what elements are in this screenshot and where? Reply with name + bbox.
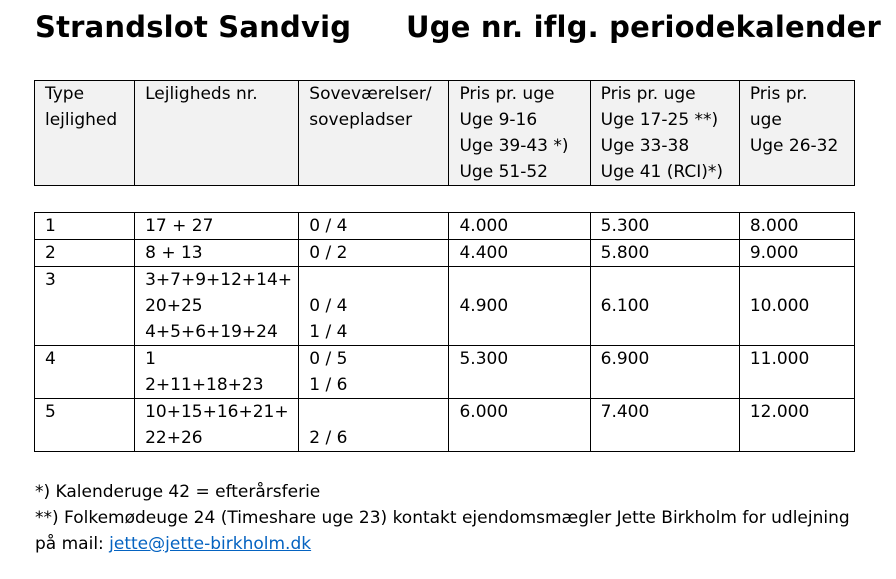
- cell-bedrooms: 0 / 5 1 / 6: [299, 346, 449, 399]
- email-link[interactable]: jette@jette-birkholm.dk: [109, 534, 312, 554]
- cell-price-2: 5.800: [590, 240, 739, 267]
- week-period-title: Uge nr. iflg. periodekalender: [406, 10, 882, 44]
- property-title: Strandslot Sandvig: [35, 10, 352, 44]
- cell-type: 5: [35, 399, 135, 452]
- cell-apartment: 10+15+16+21+ 22+26: [135, 399, 299, 452]
- cell-price-3: 11.000: [739, 346, 854, 399]
- cell-price-2: 6.900: [590, 346, 739, 399]
- cell-price-2: 6.100: [590, 267, 739, 346]
- table-row: [35, 399, 855, 452]
- cell-apartment: 3+7+9+12+14+ 20+25 4+5+6+19+24: [135, 267, 299, 346]
- cell-bedrooms: 0 / 2: [299, 240, 449, 267]
- cell-price-3: 12.000: [739, 399, 854, 452]
- cell-apartment: 17 + 27: [135, 213, 299, 240]
- table-row: [35, 240, 855, 267]
- footnote-contact: **) Folkemødeuge 24 (Timeshare uge 23) kontakt ejendomsmægler Jette Birkholm for udlejning: [35, 508, 850, 528]
- cell-type: 1: [35, 213, 135, 240]
- table-row: [35, 346, 855, 399]
- header-apartment: Lejligheds nr.: [135, 81, 299, 186]
- cell-price-2: 7.400: [590, 399, 739, 452]
- footnotes: [35, 479, 850, 557]
- cell-apartment: 1 2+11+18+23: [135, 346, 299, 399]
- table-row: [35, 213, 855, 240]
- cell-price-1: 4.000: [449, 213, 590, 240]
- cell-price-1: 5.300: [449, 346, 590, 399]
- cell-price-2: 5.300: [590, 213, 739, 240]
- cell-bedrooms: 0 / 4: [299, 213, 449, 240]
- price-table-header: [34, 80, 855, 186]
- cell-bedrooms: 0 / 4 1 / 4: [299, 267, 449, 346]
- header-type: Type lejlighed: [35, 81, 135, 186]
- header-price-2: Pris pr. uge Uge 17-25 **) Uge 33-38 Uge 41 (RCI)*): [590, 81, 739, 186]
- cell-type: 3: [35, 267, 135, 346]
- cell-apartment: 8 + 13: [135, 240, 299, 267]
- cell-type: 2: [35, 240, 135, 267]
- footnote-autumn-holiday: *) Kalenderuge 42 = efterårsferie: [35, 482, 321, 502]
- cell-price-3: 8.000: [739, 213, 854, 240]
- cell-price-1: 6.000: [449, 399, 590, 452]
- cell-type: 4: [35, 346, 135, 399]
- cell-price-3: 10.000: [739, 267, 854, 346]
- cell-price-1: 4.400: [449, 240, 590, 267]
- header-price-3: Pris pr. uge Uge 26-32: [739, 81, 854, 186]
- header-bedrooms: Soveværelser/ sovepladser: [299, 81, 449, 186]
- mail-prefix: på mail:: [35, 534, 110, 554]
- table-row: [35, 267, 855, 346]
- cell-price-3: 9.000: [739, 240, 854, 267]
- footnote-mail: [35, 531, 850, 557]
- cell-bedrooms: 2 / 6: [299, 399, 449, 452]
- header-row: [35, 81, 855, 186]
- price-table-body: [34, 212, 855, 452]
- header-price-1: Pris pr. uge Uge 9-16 Uge 39-43 *) Uge 51-52: [449, 81, 590, 186]
- cell-price-1: 4.900: [449, 267, 590, 346]
